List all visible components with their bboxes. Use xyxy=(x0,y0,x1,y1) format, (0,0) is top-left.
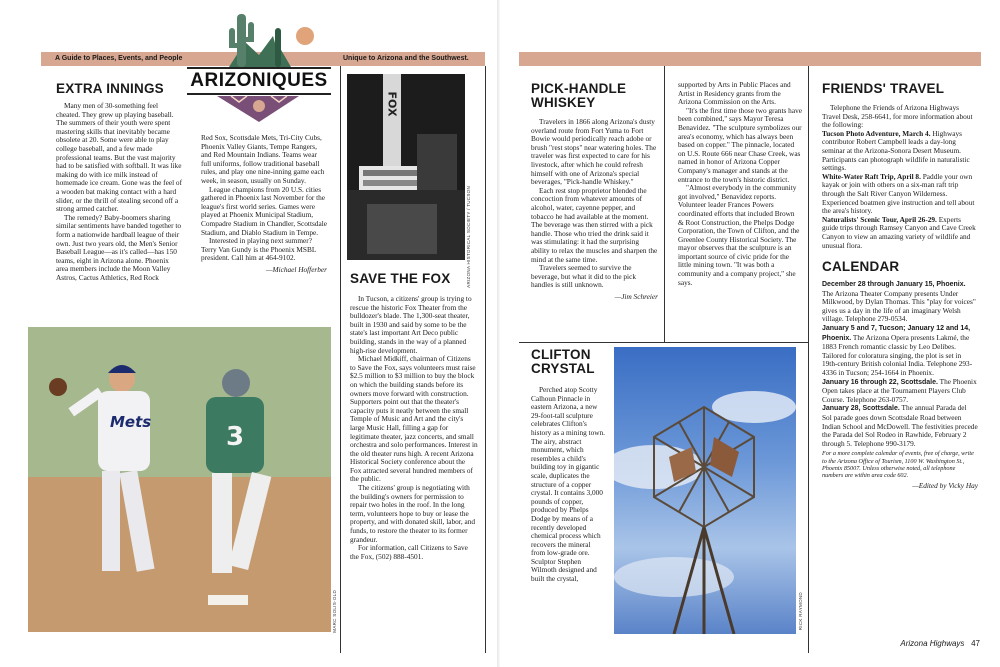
friends-item-2-body: Paddle your own kayak or join with others on a six-man raft trip through the Salt River Canyon Wilderness. Experienced boatmen give instruction and tell about the area's history. xyxy=(822,171,975,216)
clifton-p4: "Almost everybody in the community got involved," Benavidez reports. Volunteer leader Frances Powers coordinated efforts that included Brown & Root Construction, the Phelps Dodge Corporation, the Town of Clifton, and the Greenlee County Historical Society. The mayor observes that the sculpture is an important source of civic pride for the little mining town. "It was both a community and a company project," she says. xyxy=(678,183,800,287)
right-header-band xyxy=(519,52,981,66)
calendar-title: CALENDAR xyxy=(822,259,900,275)
pickhandle-byline: —Jim Schreier xyxy=(614,291,658,301)
column-rule-right-2 xyxy=(808,66,809,653)
calendar-note: For a more complete calendar of events, free of charge, write to the Arizona Office of Tourism, 1100 W. Washington St., Phoenix 85007. Unless otherwise noted, all telephone numbers are within area code 602. xyxy=(822,450,974,479)
page-gutter xyxy=(497,0,503,667)
footer-page-number: 47 xyxy=(971,639,980,648)
section-divider xyxy=(519,342,808,343)
extra-innings-p5: Interested in playing next summer? Terry Van Gundy is the Phoenix MSBL president. Call him at 464-9102. xyxy=(201,236,317,263)
page-edge-rule xyxy=(485,66,486,653)
cactus-logo-icon xyxy=(187,10,331,122)
pickhandle-article xyxy=(531,82,658,301)
calendar-event-4-body: The annual Parada del Sol parade goes down Scottsdale Road between Indian School and McDowell. The festivities precede the Parada del Sol Rodeo in Rawhide, February 2 through 5. Telephone 990-3179. xyxy=(822,403,978,448)
save-the-fox-title: SAVE THE FOX xyxy=(350,271,451,286)
extra-innings-p3: Red Sox, Scottsdale Mets, Tri-City Cubs, Phoenix Valley Giants, Tempe Rangers, and Red Mountain Indians. Teams wear full uniforms, follow traditional baseball rules, and play one nine-inning game each week, in season, usually on Sunday. xyxy=(201,133,325,185)
pickhandle-title-line1: PICK-HANDLE xyxy=(531,81,627,96)
page-footer xyxy=(900,639,980,648)
extra-innings-p2: The remedy? Baby-boomers sharing similar sentiments have banded together to form a nationwide hardball league of their own. Just two years old, the Men's Senior Baseball League—as it's called—has 150 teams, eight in Arizona alone. Phoenix area members include the Moon Valley Astros, Cactus Athletics, Red Rock xyxy=(56,212,182,282)
calendar-event-2 xyxy=(822,324,978,378)
save-the-fox-article xyxy=(350,272,478,561)
crystal-sculpture-illustration xyxy=(614,347,796,634)
clifton-p1: Perched atop Scotty Calhoun Pinnacle in eastern Arizona, a new 29-foot-tall sculpture celebrates Clifton's history as a mining town. The airy, abstract monument, which resembles a child's building toy in gigantic scale, duplicates the structure of a copper crystal. It contains 3,000 pounds of copper, produced by Phelps Dodge by means of a recently developed chemical process which recovers the mineral from low-grade ore. Sculptor Stephen Wilmoth designed and built the crystal, xyxy=(531,385,605,584)
baseball-players-illustration xyxy=(28,327,331,632)
friends-item-1 xyxy=(822,130,978,173)
friends-travel-title: FRIENDS' TRAVEL xyxy=(822,81,945,96)
column-rule-right-1 xyxy=(664,66,665,343)
pickhandle-p3: Travelers seemed to survive the beverage, but what it did to the pick handles is still unknown. xyxy=(531,263,636,290)
pickhandle-title xyxy=(531,82,658,110)
clifton-title xyxy=(531,348,605,376)
calendar-event-2-date: January 5 and 7, Tucson; January 12 and 14, Phoenix. xyxy=(822,325,971,342)
extra-innings-p1: Many men of 30-something feel cheated. They grew up playing baseball. The summers of their youth were spent mastering skills that inevitably became obsolete at 20. Some were able to play college baseball, and a few made professional teams. But the vast majority had to be satisfied with softball. It was like making do with ice milk instead of homemade ice cream. Gone was the feel of a wooden bat making contact with a hard slider, or the thrill of stealing second off a strong armed catcher. xyxy=(56,101,183,214)
friends-item-3-body: Experts guide trips through Ramsey Canyon and Cave Creek Canyon to view an amazing variety of wildlife and unusual flora. xyxy=(822,214,976,250)
friends-intro: Telephone the Friends of Arizona Highways Travel Desk, 258-6641, for more information about the following: xyxy=(822,103,973,130)
extra-innings-col1 xyxy=(56,82,182,282)
friends-travel-article xyxy=(822,82,978,490)
calendar-byline: —Edited by Vicky Hay xyxy=(912,481,978,491)
friends-item-1-body: Highways contributor Robert Campbell leads a day-long seminar at the Arizona-Sonora Desert Museum. Participants can photograph wildlife in naturalistic settings. xyxy=(822,128,970,173)
extra-innings-col2 xyxy=(201,134,327,274)
fox-photo-credit: ARIZONA HISTORICAL SOCIETY / TUCSON xyxy=(466,186,471,288)
band-right-text: Unique to Arizona and the Southwest. xyxy=(343,55,469,62)
baseball-photo xyxy=(28,327,331,632)
calendar-event-3-date: January 16 through 22, Scottsdale. xyxy=(822,378,938,386)
calendar-event-4 xyxy=(822,404,978,448)
calendar-event-4-date: January 28, Scottsdale. xyxy=(822,405,900,413)
fox-p2: Michael Midkiff, chairman of Citizens to Save the Fox, says volunteers must raise $2.5 million to $3 million to buy the block on which the building stands before its owners move forward with construction. Supporters point out that the theater's capacity puts it neatly between the small Temple of Music and Art and the city's large Music Hall, filling a gap for legitimate theater, jazz concerts, and small orchestra and solo performances. Interest in the old theater runs high. A recent Arizona Historical Society conference about the Fox attracted several hundred members of the public. xyxy=(350,354,478,484)
friends-item-2 xyxy=(822,173,978,216)
friends-item-3-head: Naturalists' Scenic Tour, April 26-29. xyxy=(822,214,937,224)
logo-wordmark: ARIZONIQUES xyxy=(187,67,331,95)
extra-innings-p4: League champions from 20 U.S. cities gathered in Phoenix last November for the league's first world series. Games were played at Phoenix Municipal Stadium, Compadre Stadium in Chandler, Scottsdale Stadium, and Diablo Stadium in Tempe. xyxy=(201,184,327,237)
extra-innings-title: EXTRA INNINGS xyxy=(56,81,164,96)
fox-p4: For information, call Citizens to Save the Fox, (502) 888-4501. xyxy=(350,543,468,561)
jersey-number-text: 3 xyxy=(226,422,245,452)
clifton-p2: supported by Arts in Public Places and Artist in Residency grants from the Arizona Commission on the Arts. xyxy=(678,80,791,107)
pickhandle-title-line2: WHISKEY xyxy=(531,95,596,110)
calendar-event-1-date: December 28 through January 15, Phoenix. xyxy=(822,281,966,289)
crystal-sculpture-photo xyxy=(614,347,796,634)
pickhandle-p2: Each rest stop proprietor blended the concoction from whatever amounts of alcohol, water, cayenne pepper, and tobacco he had available at the moment. The beverage was then stirred with a pick handle. Those who tried the drink said it was stimulating: it had the surprising ability to relax the muscles and sharpen the mind at the same time. xyxy=(531,185,658,264)
pickhandle-p1: Travelers in 1866 along Arizona's dusty overland route from Fort Yuma to Fort Bowie would periodically reach adobe or brush "rest stops" near watering holes. The traveler was first expected to care for his livestock, after which he could refresh himself with one of Arizona's special beverages, "Pick-handle Whiskey." xyxy=(531,117,657,187)
fox-theater-photo xyxy=(347,74,465,260)
friends-item-1-head: Tucson Photo Adventure, March 4. xyxy=(822,128,931,138)
fox-p1: In Tucson, a citizens' group is trying to rescue the historic Fox Theater from the bulldozer's blade. The 1,300-seat theater, built in 1930 and said by some to be the state's last important Art Deco public building, stands in the way of a planned high-rise development. xyxy=(350,294,472,355)
calendar-event-2-body: The Arizona Opera presents Lakmé, the 1883 French romantic classic by Leo Delibes. Tailored for coloratura singing, the plot is set in 19th-century British colonial India. Telephone 293-4336 in Tucson; 254-1664 in Phoenix. xyxy=(822,332,973,378)
arizoniques-logo xyxy=(187,10,331,122)
crystal-photo-credit: RICK RAYMOND xyxy=(798,592,803,631)
theater-illustration xyxy=(347,74,465,260)
band-left-text: A Guide to Places, Events, and People xyxy=(55,55,183,62)
mets-jersey-text: Mets xyxy=(110,413,152,431)
baseball-photo-credit: MARC SOLIS-OLD xyxy=(332,590,337,633)
clifton-title-line1: CLIFTON xyxy=(531,347,591,362)
friends-item-3 xyxy=(822,216,978,250)
clifton-p3: "It's the first time those two grants have been combined," says Mayor Teresa Benavidez. "The sculpture symbolizes our area's economy, which has always been based on copper." The pinnacle, located on U.S. Route 666 near Chase Creek, was named in honor of Arizona Copper Company's manager and stands at the entrance to the town's historic district. xyxy=(678,105,802,184)
fox-sign-text: FOX xyxy=(385,91,399,117)
calendar-event-1 xyxy=(822,280,978,324)
calendar-event-3-body: The Phoenix Open takes place at the Tournament Players Club Course. Telephone 263-0757. xyxy=(822,376,977,404)
column-rule xyxy=(340,66,341,653)
clifton-continued xyxy=(678,81,802,287)
footer-magazine-name: Arizona Highways xyxy=(900,639,965,648)
clifton-title-line2: CRYSTAL xyxy=(531,361,595,376)
fox-p3: The citizens' group is negotiating with the building's owners for permission to repair two holes in the roof. In the long term, volunteers hope to buy or lease the property, and with donated skill, labor, and funds, to restore the theater to its former grandeur. xyxy=(350,483,476,544)
clifton-article xyxy=(531,348,605,584)
calendar-event-3 xyxy=(822,378,978,405)
calendar-event-1-body: The Arizona Theater Company presents Under Milkwood, by Dylan Thomas. This "play for voices" gives us a day in the life of an imaginary Welsh village. Telephone 279-0534. xyxy=(822,288,976,324)
extra-innings-byline: —Michael Hofferber xyxy=(266,264,327,274)
friends-item-2-head: White-Water Raft Trip, April 8. xyxy=(822,171,921,181)
